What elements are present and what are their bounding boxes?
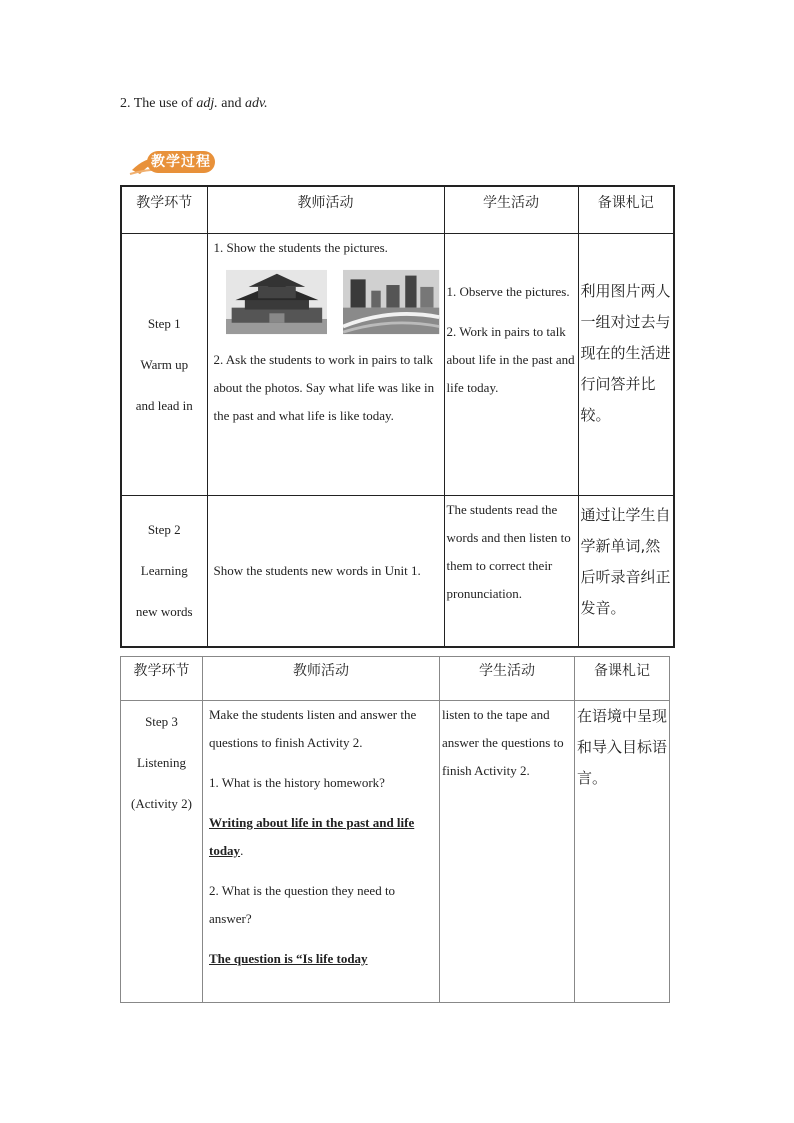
student-activity-cell: listen to the tape and answer the questions to finish Activity 2. bbox=[440, 701, 575, 1003]
header-cell: 教师活动 bbox=[203, 657, 440, 701]
step-number: Step 1 bbox=[147, 315, 181, 331]
step-number: Step 3 bbox=[145, 714, 178, 729]
note-cell: 在语境中呈现和导入目标语言。 bbox=[575, 701, 670, 1003]
lesson-table-2 bbox=[120, 656, 670, 1003]
intro-adj: adj. bbox=[196, 96, 218, 111]
table-row bbox=[121, 495, 674, 647]
step-cell bbox=[121, 233, 207, 495]
step-title: new words bbox=[135, 604, 193, 620]
student-activity-cell: The students read the words and then listen to them to correct their pronunciation. bbox=[444, 495, 578, 647]
note-cell: 通过让学生自学新单词,然后听录音纠正发音。 bbox=[578, 495, 674, 647]
intro-line bbox=[120, 96, 268, 112]
step-cell bbox=[121, 495, 207, 647]
step-title: and lead in bbox=[135, 397, 193, 413]
intro-middle: and bbox=[217, 96, 245, 111]
answer-underlined: Writing about life in the past and life today bbox=[209, 815, 415, 858]
answer-text bbox=[209, 809, 435, 865]
step-title: Warm up bbox=[140, 356, 189, 372]
teacher-activity-cell: Show the students new words in Unit 1. bbox=[207, 495, 444, 647]
intro-prefix: 2. The use of bbox=[120, 96, 197, 111]
header-cell: 教师活动 bbox=[207, 186, 444, 233]
lesson-table-1 bbox=[120, 185, 675, 648]
student-activity-text: 2. Work in pairs to talk about life in the past and life today. bbox=[446, 323, 575, 395]
header-cell: 学生活动 bbox=[440, 657, 575, 701]
header-cell: 备课札记 bbox=[578, 186, 674, 233]
table-header-row bbox=[121, 657, 670, 701]
section-badge: 教学过程 bbox=[147, 151, 215, 173]
header-cell: 教学环节 bbox=[121, 657, 203, 701]
student-activity-text: 1. Observe the pictures. bbox=[446, 283, 570, 299]
modern-city-photo bbox=[343, 268, 439, 336]
step-number: Step 2 bbox=[147, 522, 181, 538]
ancient-gate-photo bbox=[226, 268, 328, 336]
header-cell: 教学环节 bbox=[121, 186, 207, 233]
header-cell: 备课札记 bbox=[575, 657, 670, 701]
table-header-row bbox=[121, 186, 674, 233]
teacher-activity-text: 1. Show the students the pictures. bbox=[213, 239, 388, 255]
question-text: 2. What is the question they need to answer? bbox=[209, 883, 396, 926]
header-cell: 学生活动 bbox=[444, 186, 578, 233]
note-cell: 利用图片两人一组对过去与现在的生活进行问答并比较。 bbox=[578, 233, 674, 495]
intro-adv: adv. bbox=[244, 96, 268, 111]
step-cell bbox=[121, 701, 203, 1003]
teacher-activity-text: 2. Ask the students to work in pairs to talk about the photos. Say what life was like in the past and what life is like today. bbox=[213, 351, 435, 423]
photo-strip bbox=[226, 268, 440, 336]
teacher-activity-cell bbox=[207, 233, 444, 495]
teacher-activity-cell bbox=[203, 701, 440, 1003]
step-title: Listening bbox=[136, 755, 187, 770]
teacher-activity-text: Make the students listen and answer the questions to finish Activity 2. bbox=[209, 707, 417, 750]
table-row bbox=[121, 233, 674, 495]
step-title: Learning bbox=[140, 563, 188, 579]
student-activity-cell bbox=[444, 233, 578, 495]
question-text: 1. What is the history homework? bbox=[209, 775, 385, 790]
answer-underlined: The question is “Is life today bbox=[209, 951, 368, 966]
table-row bbox=[121, 701, 670, 1003]
step-title: (Activity 2) bbox=[130, 796, 192, 811]
answer-period: . bbox=[240, 843, 244, 858]
